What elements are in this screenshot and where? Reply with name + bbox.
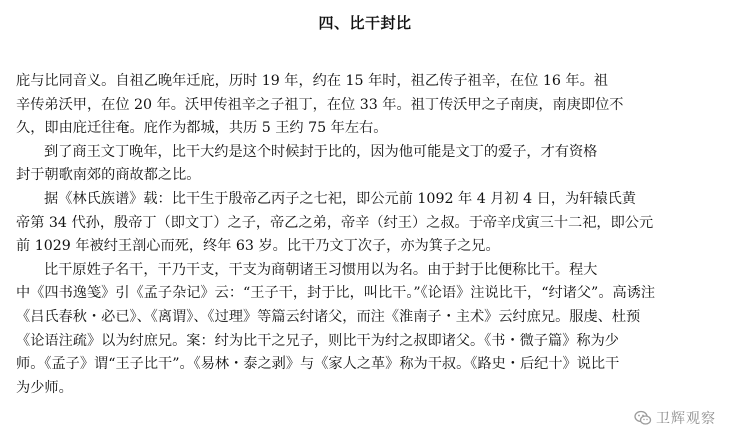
text-line: 帝第 34 代孙，殷帝丁（即文丁）之子，帝乙之弟，帝辛（纣王）之叔。于帝辛戊寅三十二祀，即公元 — [16, 214, 654, 231]
text-line: 庇与比同音义。自祖乙晚年迁庇，历时 19 年，约在 15 年时，祖乙传子祖辛，在位 16 年。祖 — [16, 73, 608, 89]
text-line: 辛传弟沃甲，在位 20 年。沃甲传祖辛之子祖丁，在位 33 年。祖丁传沃甲之子南庚，南庚即位不 — [16, 96, 624, 113]
text-line: 封于朝歌南郊的商故都之比。 — [16, 167, 201, 184]
text-line: 中《四书逸笺》引《孟子杂记》云：“王子干，封于比，叫比干。”《论语》注说比干，“纣诸父”。高诱注 — [16, 285, 656, 302]
text-line: 《论语注疏》以为纣庶兄。案：纣为比干之兄子，则比干为纣之叔即诸父。《书・微子篇》称为少 — [16, 332, 619, 349]
wechat-icon — [634, 409, 652, 427]
watermark — [630, 406, 720, 430]
text-line: 师。《孟子》谓“王子比干”。《易林・泰之剥》与《家人之革》称为干叔。《路史・后纪十》说比干 — [16, 356, 620, 373]
watermark-text: 卫辉观察 — [656, 411, 716, 427]
text-line: 到了商王文丁晚年，比干大约是这个时候封于比的，因为他可能是文丁的爱子，才有资格 — [44, 143, 598, 160]
text-line: 比干原姓子名干，干乃干支，干支为商朝诸王习惯用以为名。由于封于比便称比干。程大 — [44, 261, 598, 278]
text-line: 久，即由庇迁往奄。庇作为都城，共历 5 王约 75 年左右。 — [16, 120, 388, 137]
body-text — [16, 70, 716, 400]
text-line: 前 1029 年被纣王剖心而死，终年 63 岁。比干乃文丁次子，亦为箕子之兄。 — [16, 238, 500, 255]
text-line: 为少师。 — [16, 379, 73, 396]
text-line: 据《林氏族谱》载：比干生于殷帝乙丙子之七祀，即公元前 1092 年 4 月初 4 日，为轩辕氏黄 — [44, 190, 636, 207]
text-line: 《吕氏春秋・必已》、《离谓》、《过理》等篇云纣诸父，而注《淮南子・主术》云纣庶兄。服虔、杜预 — [16, 308, 641, 325]
section-title: 四、比干封比 — [318, 14, 412, 32]
